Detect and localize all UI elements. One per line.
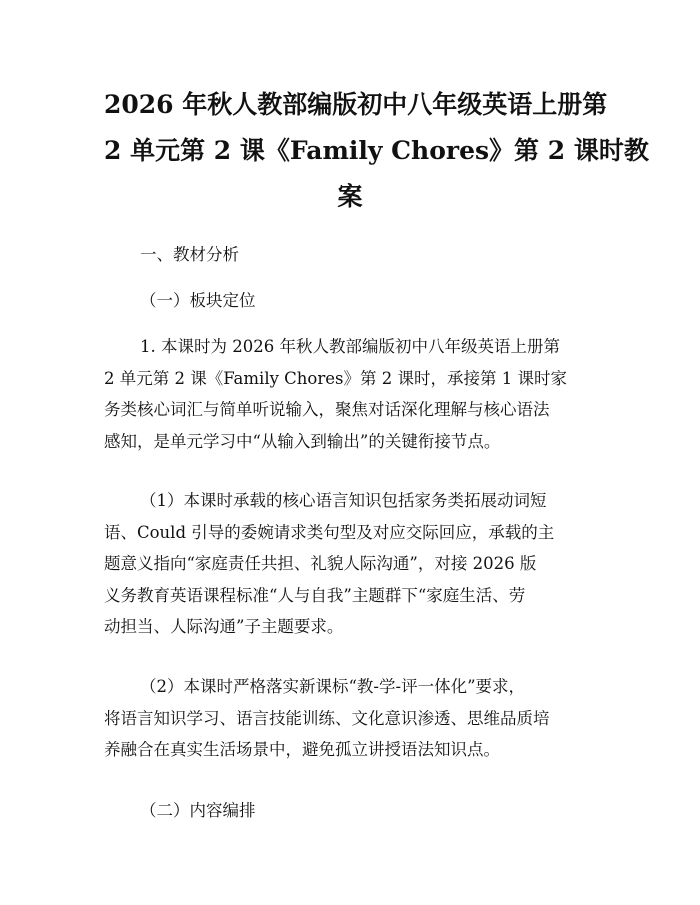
subsection-heading-module-positioning: （一）板块定位 — [140, 291, 256, 310]
title-line: 2026 年秋人教部编版初中八年级英语上册第 — [104, 90, 608, 119]
paragraph-line: 题意义指向“家庭责任共担、礼貌人际沟通”，对接 2026 版 — [104, 554, 537, 573]
paragraph-core-language-knowledge — [104, 485, 596, 643]
document-title — [104, 82, 649, 220]
paragraph-line: （2）本课时严格落实新课标“教-学-评一体化”要求， — [140, 677, 526, 696]
paragraph-line: 动担当、人际沟通”子主题要求。 — [104, 617, 344, 636]
paragraph-line: 语、Could 引导的委婉请求类句型及对应交际回应，承载的主 — [104, 522, 555, 542]
paragraph-line: （1）本课时承载的核心语言知识包括家务类拓展动词短 — [140, 491, 547, 510]
paragraph-line: 养融合在真实生活场景中，避免孤立讲授语法知识点。 — [104, 740, 500, 759]
title-line: 案 — [337, 182, 363, 211]
paragraph-curriculum-integration — [104, 671, 596, 766]
paragraph-lesson-positioning — [104, 331, 596, 457]
paragraph-line: 感知，是单元学习中“从输入到输出”的关键衔接节点。 — [104, 431, 501, 451]
paragraph-line: 义务教育英语课程标准“人与自我”主题群下“家庭生活、劳 — [104, 585, 526, 605]
paragraph-line: 将语言知识学习、语言技能训练、文化意识渗透、思维品质培 — [104, 708, 550, 728]
paragraph-line: 务类核心词汇与简单听说输入，聚焦对话深化理解与核心语法 — [104, 400, 550, 419]
paragraph-line: 2 单元第 2 课《Family Chores》第 2 课时，承接第 1 课时家 — [104, 368, 567, 388]
title-line: 2 单元第 2 课《Family Chores》第 2 课时教 — [104, 136, 649, 165]
section-heading-teaching-material-analysis: 一、教材分析 — [140, 245, 239, 264]
paragraph-line: 1. 本课时为 2026 年秋人教部编版初中八年级英语上册第 — [140, 337, 560, 356]
subsection-heading-content-arrangement: （二）内容编排 — [140, 801, 256, 820]
